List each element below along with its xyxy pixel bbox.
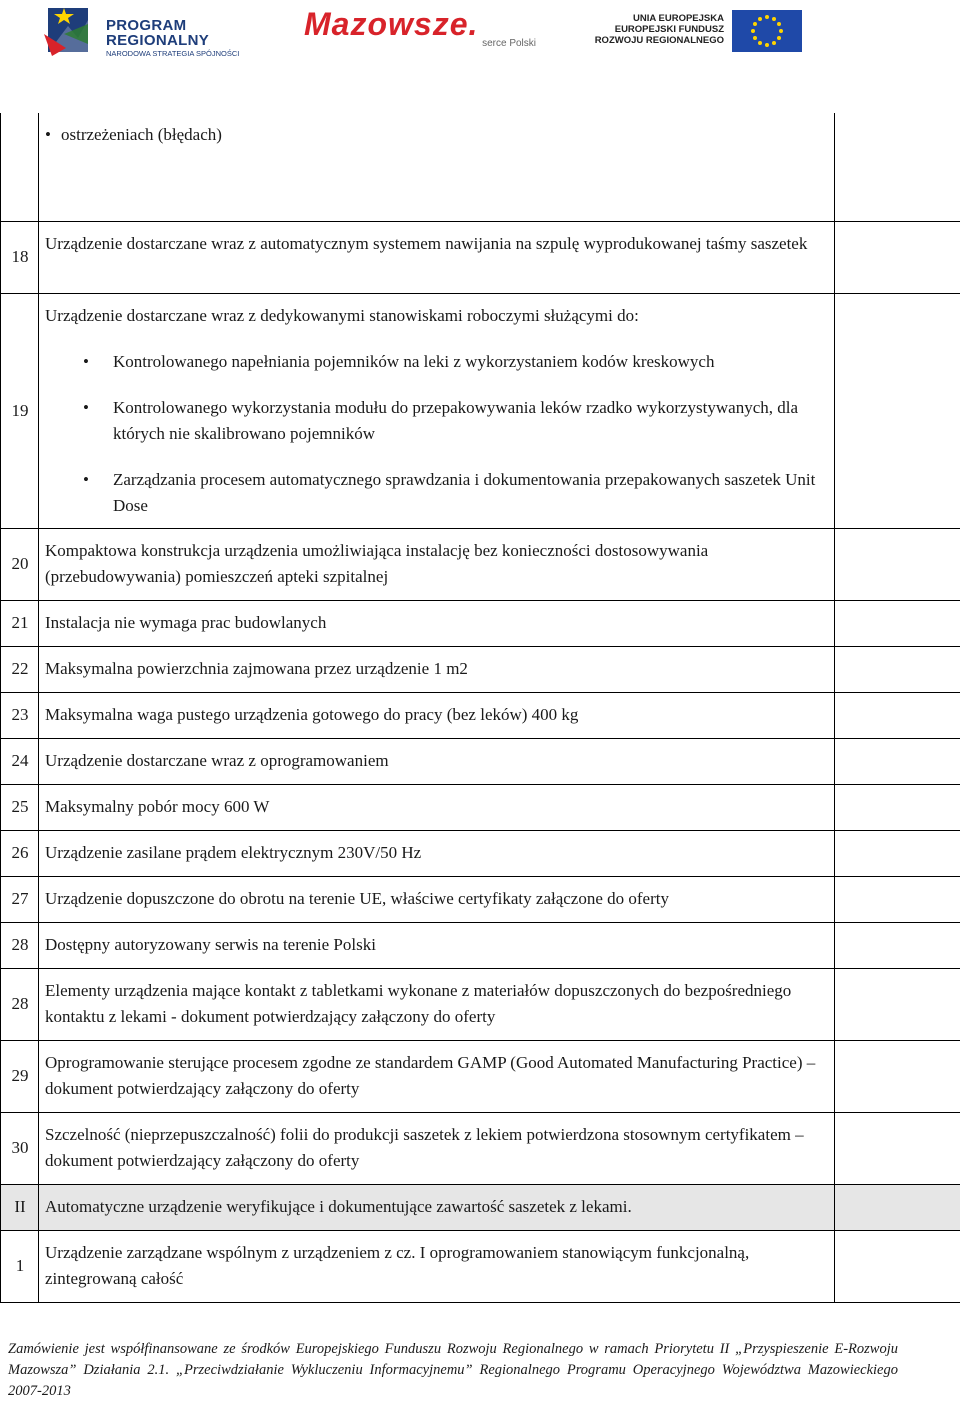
row-description [39,293,835,528]
row-description: Urządzenie dopuszczone do obrotu na terenie UE, właściwe certyfikaty załączone do oferty [39,876,835,922]
table-row [1,600,960,646]
answer-cell [835,221,960,293]
table-row [1,293,960,528]
row-description: Urządzenie zarządzane wspólnym z urządzeniem z cz. I oprogramowaniem stanowiącym funkcjonalną, zintegrowaną całość [39,1230,835,1302]
answer-cell [835,1112,960,1184]
row-number: 19 [1,293,39,528]
table-row [1,646,960,692]
row-description: Maksymalna powierzchnia zajmowana przez urządzenie 1 m2 [39,646,835,692]
row-description: Urządzenie dostarczane wraz z automatycznym systemem nawijania na szpulę wyprodukowanej taśmy saszetek [39,221,835,293]
answer-cell [835,1230,960,1302]
table-row [1,830,960,876]
row-number: 25 [1,784,39,830]
row-number: 23 [1,692,39,738]
mazowsze-logo [304,6,540,56]
list-item: • ostrzeżeniach (błędach) [45,122,828,148]
row-number: 29 [1,1040,39,1112]
table-row [1,968,960,1040]
eu-logo [592,10,812,56]
table-row [1,692,960,738]
row-description: Dostępny autoryzowany serwis na terenie Polski [39,922,835,968]
answer-cell [835,876,960,922]
table-row [1,221,960,293]
header-logos [0,0,960,70]
row-description: Instalacja nie wymaga prac budowlanych [39,600,835,646]
mazowsze-word: Mazowsze. [304,6,478,42]
row-number: 18 [1,221,39,293]
answer-cell [835,738,960,784]
row-number: 21 [1,600,39,646]
row-description: Oprogramowanie sterujące procesem zgodne ze standardem GAMP (Good Automated Manufacturing Practice) – dokument potwierdzający załączony do oferty [39,1040,835,1112]
row-number: 27 [1,876,39,922]
row-number: 20 [1,528,39,600]
row-description: Maksymalny pobór mocy 600 W [39,784,835,830]
mazowsze-sub: serce Polski [482,38,536,49]
row-number: 28 [1,922,39,968]
row-description [39,113,835,221]
row-description: Maksymalna waga pustego urządzenia gotowego do pracy (bez leków) 400 kg [39,692,835,738]
answer-cell [835,968,960,1040]
list-item: • Zarządzania procesem automatycznego sprawdzania i dokumentowania przepakowanych saszetek Unit Dose [45,467,828,519]
row-number: 30 [1,1112,39,1184]
answer-cell [835,113,960,221]
section-row [1,1184,960,1230]
program-regionalny-emblem-icon [44,4,102,62]
program-line3: NARODOWA STRATEGIA SPÓJNOŚCI [106,50,239,58]
list-item: • Kontrolowanego napełniania pojemników na leki z wykorzystaniem kodów kreskowych [45,349,828,375]
bullet-list [45,349,828,519]
row-description: Szczelność (nieprzepuszczalność) folii do produkcji saszetek z lekiem potwierdzona stosownym certyfikatem – dokument potwierdzający załączony do oferty [39,1112,835,1184]
answer-cell [835,1184,960,1230]
row-number: 28 [1,968,39,1040]
funding-footer: Zamówienie jest współfinansowane ze środków Europejskiego Funduszu Rozwoju Regionalnego w ramach Priorytetu II „Przyspieszenie E-Rozwoju Mazowsza” Działania 2.1. „Przeciwdziałanie Wykluczeniu Informacyjnemu” Regionalnego Programu Operacyjnego Województwa Mazowieckiego 2007-2013 [8,1339,898,1402]
answer-cell [835,646,960,692]
eu-line3: ROZWOJU REGIONALNEGO [592,35,724,46]
answer-cell [835,600,960,646]
answer-cell [835,830,960,876]
table-row [1,113,960,221]
row-description: Kompaktowa konstrukcja urządzenia umożliwiająca instalację bez konieczności dostosowywania (przebudowywania) pomieszczeń apteki szpitalnej [39,528,835,600]
program-line1: PROGRAM [106,18,186,33]
answer-cell [835,528,960,600]
table-row [1,922,960,968]
program-line2: REGIONALNY [106,33,209,48]
table-row [1,876,960,922]
table-row [1,738,960,784]
row-number: 26 [1,830,39,876]
program-regionalny-logo [44,4,274,62]
eu-text [592,13,724,46]
row-number: 24 [1,738,39,784]
section-title: Automatyczne urządzenie weryfikujące i dokumentujące zawartość saszetek z lekami. [39,1184,835,1230]
answer-cell [835,1040,960,1112]
eu-line2: EUROPEJSKI FUNDUSZ [592,24,724,35]
answer-cell [835,922,960,968]
bullet-list [45,122,828,148]
row-description: Urządzenie zasilane prądem elektrycznym 230V/50 Hz [39,830,835,876]
section-number: II [1,1184,39,1230]
row-description: Urządzenie dostarczane wraz z oprogramowaniem [39,738,835,784]
table-row [1,784,960,830]
row-description: Elementy urządzenia mające kontakt z tabletkami wykonane z materiałów dopuszczonych do bezpośredniego kontaktu z lekami - dokument potwierdzający załączony do oferty [39,968,835,1040]
table-row [1,1112,960,1184]
row-number [1,113,39,221]
row-number: 22 [1,646,39,692]
list-item: • Kontrolowanego wykorzystania modułu do przepakowywania leków rzadko wykorzystywanych, dla których nie skalibrowano pojemników [45,395,828,447]
eu-line1: UNIA EUROPEJSKA [592,13,724,24]
answer-cell [835,784,960,830]
table-row [1,1040,960,1112]
row-number: 1 [1,1230,39,1302]
answer-cell [835,692,960,738]
answer-cell [835,293,960,528]
row-description-intro: Urządzenie dostarczane wraz z dedykowanymi stanowiskami roboczymi służącymi do: [45,303,828,329]
eu-flag-icon [732,10,802,52]
table-row [1,1230,960,1302]
table-row [1,528,960,600]
specification-table [0,113,960,1303]
